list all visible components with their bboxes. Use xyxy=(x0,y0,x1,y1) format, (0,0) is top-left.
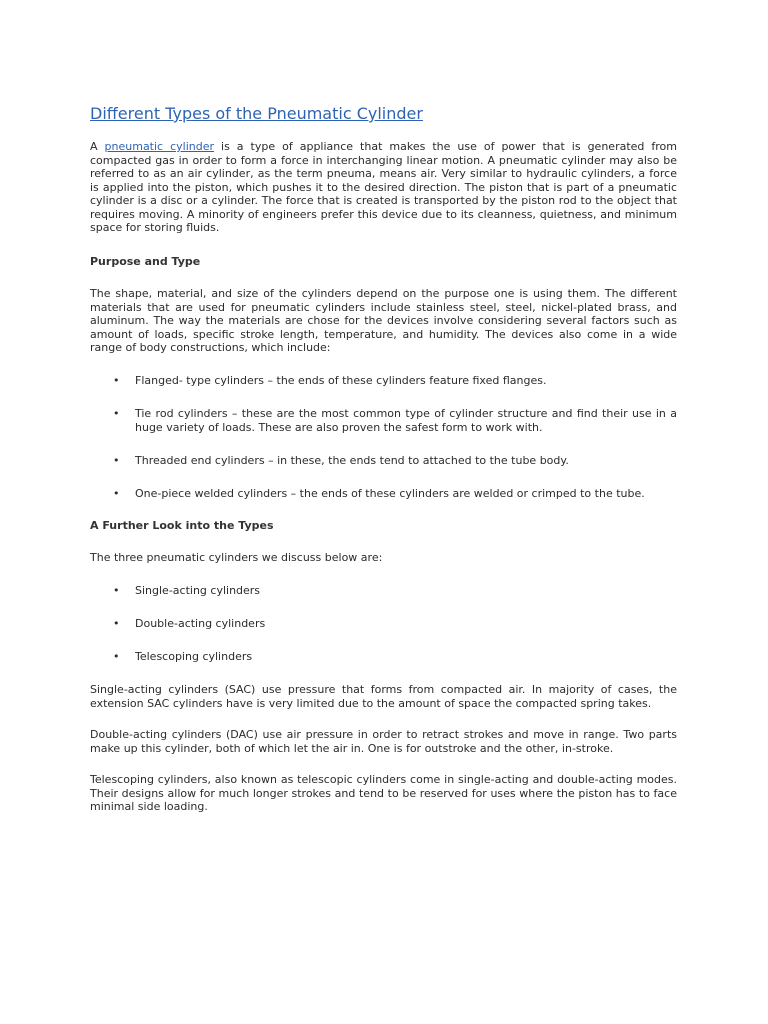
bullet-icon: • xyxy=(113,617,120,630)
sac-paragraph: Single-acting cylinders (SAC) use pressure that forms from compacted air. In majority of cases, the extension SAC cylinders have is very limited due to the amount of space the compacted spring takes. xyxy=(90,683,677,710)
list-item-text: Tie rod cylinders – these are the most common type of cylinder structure and find their use in a huge variety of loads. These are also proven the safest form to work with. xyxy=(135,407,677,434)
intro-prefix: A xyxy=(90,140,105,153)
bullet-icon: • xyxy=(113,487,120,500)
list-item-text: One-piece welded cylinders – the ends of these cylinders are welded or crimped to the tube. xyxy=(135,487,645,500)
intro-paragraph xyxy=(90,140,677,235)
document-title[interactable]: Different Types of the Pneumatic Cylinder xyxy=(90,104,423,123)
list-item-text: Single-acting cylinders xyxy=(135,584,261,597)
list-item xyxy=(90,617,677,631)
list-item-text: Flanged- type cylinders – the ends of these cylinders feature fixed flanges. xyxy=(135,374,547,387)
bullet-icon: • xyxy=(113,584,120,597)
list-item-text: Threaded end cylinders – in these, the ends tend to attached to the tube body. xyxy=(135,454,569,467)
purpose-paragraph: The shape, material, and size of the cylinders depend on the purpose one is using them. The different materials that are used for pneumatic cylinders include stainless steel, steel, nickel-plated brass, and aluminum. The way the materials are chose for the devices involve considering several factors such as amount of loads, specific stroke length, temperature, and humidity. The devices also come in a wide range of body constructions, which include: xyxy=(90,287,677,354)
list-item xyxy=(90,407,677,434)
list-item xyxy=(90,374,677,388)
list-item-text: Telescoping cylinders xyxy=(135,650,253,663)
dac-paragraph: Double-acting cylinders (DAC) use air pressure in order to retract strokes and move in range. Two parts make up this cylinder, both of which let the air in. One is for outstroke and the other, in-stroke. xyxy=(90,728,677,755)
bullet-icon: • xyxy=(113,454,120,467)
telescoping-paragraph: Telescoping cylinders, also known as telescopic cylinders come in single-acting and double-acting modes. Their designs allow for much longer strokes and tend to be reserved for uses where the piston has to face minimal side loading. xyxy=(90,773,677,813)
list-item-text: Double-acting cylinders xyxy=(135,617,266,630)
bullet-icon: • xyxy=(113,650,120,663)
list-item xyxy=(90,584,677,598)
section-heading-purpose: Purpose and Type xyxy=(90,255,201,268)
bullet-icon: • xyxy=(113,407,120,420)
bullet-icon: • xyxy=(113,374,120,387)
list-item xyxy=(90,650,677,664)
pneumatic-cylinder-link[interactable]: pneumatic cylinder xyxy=(104,140,215,153)
intro-text: is a type of appliance that makes the use of power that is generated from compacted gas in order to form a force in interchanging linear motion. A pneumatic cylinder may also be referred to as an air cylinder, as the term pneuma, means air. Very similar to hydraulic cylinders, a force is applied into the piston, which pushes it to the desired direction. The piston that is part of a pneumatic cylinder is a disc or a cylinder. The force that is created is transported by the piston rod to the object that requires moving. A minority of engineers prefer this device due to its cleanness, quietness, and minimum space for storing fluids. xyxy=(90,140,677,234)
types-intro-paragraph: The three pneumatic cylinders we discuss below are: xyxy=(90,551,383,564)
section-heading-further-look: A Further Look into the Types xyxy=(90,519,274,532)
list-item xyxy=(90,454,677,468)
list-item xyxy=(90,487,677,501)
